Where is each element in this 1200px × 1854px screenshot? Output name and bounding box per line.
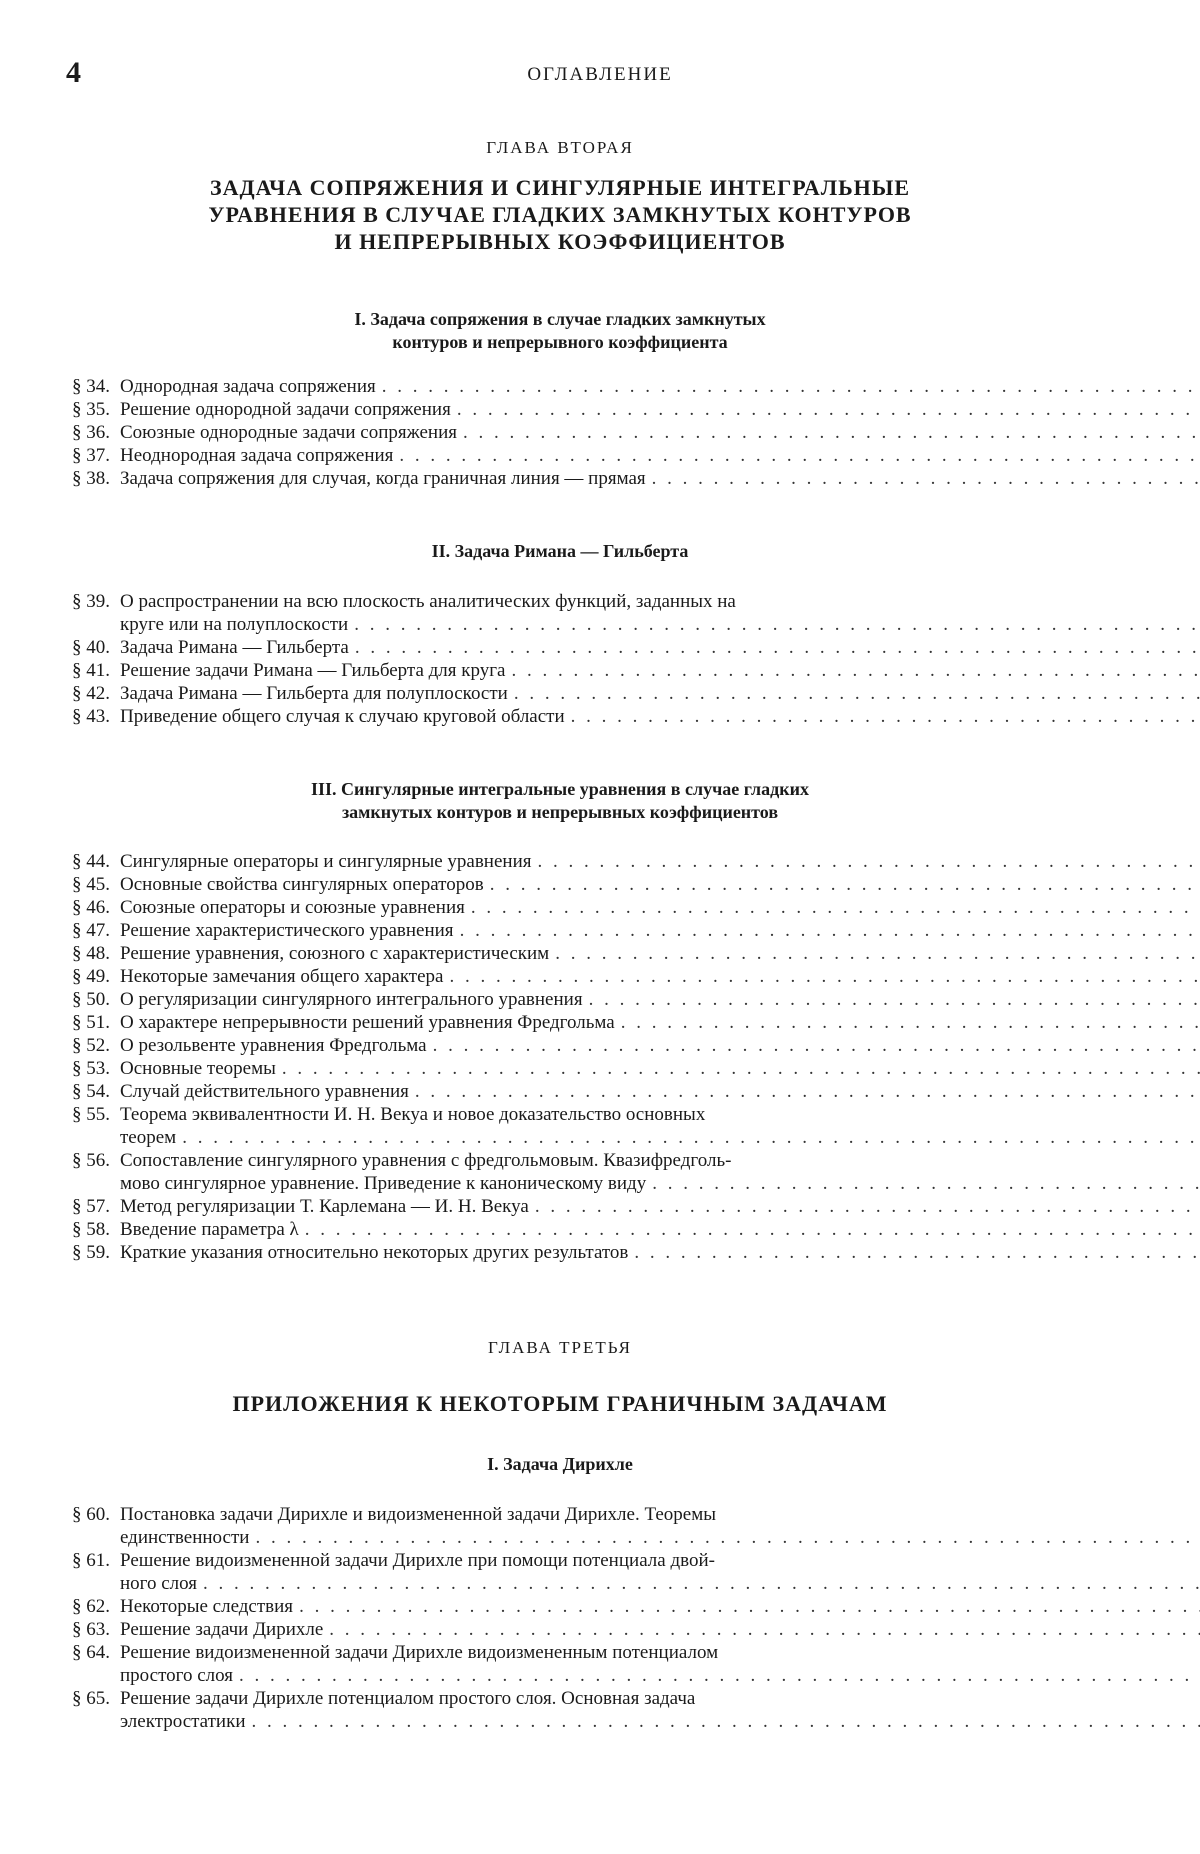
leader-dots xyxy=(634,1241,1200,1264)
leader-dots xyxy=(282,1057,1200,1080)
section-heading-line: I. Задача сопряжения в случае гладких замкнутых xyxy=(60,308,1060,331)
entry-title: Сингулярные операторы и сингулярные уравнения xyxy=(120,850,531,873)
toc-list xyxy=(72,375,1106,490)
toc-entry xyxy=(72,1687,1106,1733)
entry-last-line xyxy=(120,1710,1200,1733)
toc-entry xyxy=(72,1195,1106,1218)
section-number: § 60. xyxy=(72,1503,120,1526)
entry-body xyxy=(120,1057,1200,1080)
entry-title: Решение характеристического уравнения xyxy=(120,919,454,942)
leader-dots xyxy=(555,942,1200,965)
toc-entry xyxy=(72,850,1106,873)
entry-title: О характере непрерывности решений уравнения Фредгольма xyxy=(120,1011,615,1034)
leader-dots xyxy=(239,1664,1200,1687)
entry-last-line xyxy=(120,1195,1200,1218)
entry-body xyxy=(120,1687,1200,1733)
entry-last-line xyxy=(120,919,1200,942)
section-heading xyxy=(60,1453,1060,1476)
entry-body xyxy=(120,636,1200,659)
toc-entry xyxy=(72,896,1106,919)
entry-title: Однородная задача сопряжения xyxy=(120,375,376,398)
section-number: § 41. xyxy=(72,659,120,682)
section-number: § 57. xyxy=(72,1195,120,1218)
running-head: ОГЛАВЛЕНИЕ xyxy=(0,64,1200,86)
section-number: § 45. xyxy=(72,873,120,896)
toc-entry xyxy=(72,1241,1106,1264)
entry-title: теорем xyxy=(120,1126,176,1149)
section-number: § 58. xyxy=(72,1218,120,1241)
entry-title-line: Сопоставление сингулярного уравнения с фредгольмовым. Квазифредголь- xyxy=(120,1149,1200,1172)
chapter-title xyxy=(60,1390,1060,1417)
toc-entry xyxy=(72,1149,1106,1195)
leader-dots xyxy=(399,444,1200,467)
toc-list xyxy=(72,850,1106,1264)
leader-dots xyxy=(457,398,1200,421)
toc-entry xyxy=(72,1011,1106,1034)
entry-title: Решение задачи Римана — Гильберта для круга xyxy=(120,659,505,682)
section-heading-line: II. Задача Римана — Гильберта xyxy=(60,540,1060,563)
entry-title-line: Решение задачи Дирихле потенциалом простого слоя. Основная задача xyxy=(120,1687,1200,1710)
toc-entry xyxy=(72,1549,1106,1595)
leader-dots xyxy=(514,682,1200,705)
toc-page xyxy=(0,0,1200,1854)
entry-title: Приведение общего случая к случаю круговой области xyxy=(120,705,565,728)
entry-last-line xyxy=(120,444,1200,467)
toc-entry xyxy=(72,1218,1106,1241)
section-number: § 51. xyxy=(72,1011,120,1034)
leader-dots xyxy=(305,1218,1200,1241)
toc-entry xyxy=(72,398,1106,421)
entry-body xyxy=(120,590,1200,636)
entry-title: О регуляризации сингулярного интегрального уравнения xyxy=(120,988,583,1011)
entry-last-line xyxy=(120,1241,1200,1264)
toc-entry xyxy=(72,421,1106,444)
leader-dots xyxy=(471,896,1200,919)
leader-dots xyxy=(299,1595,1200,1618)
entry-body xyxy=(120,1641,1200,1687)
chapter-title-line: И НЕПРЕРЫВНЫХ КОЭФФИЦИЕНТОВ xyxy=(60,228,1060,255)
section-number: § 61. xyxy=(72,1549,120,1572)
entry-title: Некоторые следствия xyxy=(120,1595,293,1618)
leader-dots xyxy=(433,1034,1200,1057)
toc-entry xyxy=(72,682,1106,705)
entry-last-line xyxy=(120,1218,1200,1241)
entry-title: Решение задачи Дирихле xyxy=(120,1618,323,1641)
page-header xyxy=(0,56,1200,96)
toc-entry xyxy=(72,590,1106,636)
section-number: § 47. xyxy=(72,919,120,942)
entry-last-line xyxy=(120,1526,1200,1549)
toc-entry xyxy=(72,1080,1106,1103)
entry-title: ного слоя xyxy=(120,1572,197,1595)
entry-last-line xyxy=(120,375,1200,398)
leader-dots xyxy=(589,988,1200,1011)
entry-body xyxy=(120,965,1200,988)
leader-dots xyxy=(490,873,1200,896)
entry-last-line xyxy=(120,705,1200,728)
toc-entry xyxy=(72,1103,1106,1149)
toc-entry xyxy=(72,1641,1106,1687)
section-number: § 65. xyxy=(72,1687,120,1710)
leader-dots xyxy=(203,1572,1200,1595)
entry-last-line xyxy=(120,682,1200,705)
entry-body xyxy=(120,1241,1200,1264)
toc-entry xyxy=(72,1057,1106,1080)
leader-dots xyxy=(652,1172,1200,1195)
entry-body xyxy=(120,1149,1200,1195)
entry-body xyxy=(120,421,1200,444)
section-heading xyxy=(60,308,1060,354)
chapter-title-line: УРАВНЕНИЯ В СЛУЧАЕ ГЛАДКИХ ЗАМКНУТЫХ КОНТУРОВ xyxy=(60,201,1060,228)
toc-entry xyxy=(72,467,1106,490)
section-number: § 37. xyxy=(72,444,120,467)
entry-last-line xyxy=(120,1172,1200,1195)
entry-title: простого слоя xyxy=(120,1664,233,1687)
entry-title: мово сингулярное уравнение. Приведение к каноническому виду xyxy=(120,1172,646,1195)
entry-body xyxy=(120,682,1200,705)
entry-title: Задача Римана — Гильберта xyxy=(120,636,349,659)
entry-body xyxy=(120,1011,1200,1034)
entry-body xyxy=(120,919,1200,942)
chapter-label: ГЛАВА ТРЕТЬЯ xyxy=(60,1338,1060,1358)
section-number: § 43. xyxy=(72,705,120,728)
entry-last-line xyxy=(120,873,1200,896)
entry-last-line xyxy=(120,942,1200,965)
entry-last-line xyxy=(120,896,1200,919)
section-number: § 56. xyxy=(72,1149,120,1172)
section-number: § 64. xyxy=(72,1641,120,1664)
entry-body xyxy=(120,659,1200,682)
entry-body xyxy=(120,375,1200,398)
section-number: § 59. xyxy=(72,1241,120,1264)
entry-title: электростатики xyxy=(120,1710,246,1733)
entry-title: Задача Римана — Гильберта для полуплоскости xyxy=(120,682,508,705)
toc-entry xyxy=(72,988,1106,1011)
entry-last-line xyxy=(120,1080,1200,1103)
section-heading-line: I. Задача Дирихле xyxy=(60,1453,1060,1476)
chapter-3-heading xyxy=(60,1338,1060,1417)
entry-body xyxy=(120,850,1200,873)
section-number: § 48. xyxy=(72,942,120,965)
entry-body xyxy=(120,1595,1200,1618)
leader-dots xyxy=(571,705,1200,728)
entry-body xyxy=(120,1618,1200,1641)
toc-entry xyxy=(72,965,1106,988)
toc-entry xyxy=(72,1503,1106,1549)
section-number: § 39. xyxy=(72,590,120,613)
section-number: § 52. xyxy=(72,1034,120,1057)
leader-dots xyxy=(329,1618,1200,1641)
entry-body xyxy=(120,896,1200,919)
section-heading xyxy=(60,778,1060,824)
entry-title: Неоднородная задача сопряжения xyxy=(120,444,393,467)
leader-dots xyxy=(535,1195,1200,1218)
section-number: § 55. xyxy=(72,1103,120,1126)
entry-last-line xyxy=(120,1011,1200,1034)
entry-body xyxy=(120,988,1200,1011)
chapter-2-heading xyxy=(60,138,1060,255)
entry-last-line xyxy=(120,988,1200,1011)
entry-last-line xyxy=(120,636,1200,659)
entry-last-line xyxy=(120,398,1200,421)
leader-dots xyxy=(354,613,1200,636)
chapter-label: ГЛАВА ВТОРАЯ xyxy=(60,138,1060,158)
chapter-title-line: ПРИЛОЖЕНИЯ К НЕКОТОРЫМ ГРАНИЧНЫМ ЗАДАЧАМ xyxy=(60,1390,1060,1417)
entry-body xyxy=(120,942,1200,965)
entry-title: Основные свойства сингулярных операторов xyxy=(120,873,484,896)
leader-dots xyxy=(449,965,1200,988)
entry-title-line: Постановка задачи Дирихле и видоизмененной задачи Дирихле. Теоремы xyxy=(120,1503,1200,1526)
entry-title: Введение параметра λ xyxy=(120,1218,299,1241)
entry-last-line xyxy=(120,1126,1200,1149)
section-number: § 36. xyxy=(72,421,120,444)
section-number: § 40. xyxy=(72,636,120,659)
entry-last-line xyxy=(120,467,1200,490)
section-heading xyxy=(60,540,1060,563)
entry-body xyxy=(120,705,1200,728)
entry-body xyxy=(120,467,1200,490)
entry-title: Решение однородной задачи сопряжения xyxy=(120,398,451,421)
section-number: § 53. xyxy=(72,1057,120,1080)
entry-last-line xyxy=(120,850,1200,873)
leader-dots xyxy=(255,1526,1200,1549)
leader-dots xyxy=(537,850,1200,873)
section-heading-line: замкнутых контуров и непрерывных коэффициентов xyxy=(60,801,1060,824)
toc-entry xyxy=(72,1595,1106,1618)
toc-list xyxy=(72,1503,1106,1733)
entry-title-line: Решение видоизмененной задачи Дирихле видоизмененным потенциалом xyxy=(120,1641,1200,1664)
entry-body xyxy=(120,1218,1200,1241)
entry-last-line xyxy=(120,1034,1200,1057)
entry-title: Решение уравнения, союзного с характеристическим xyxy=(120,942,549,965)
chapter-title-line: ЗАДАЧА СОПРЯЖЕНИЯ И СИНГУЛЯРНЫЕ ИНТЕГРАЛЬНЫЕ xyxy=(60,174,1060,201)
section-number: § 34. xyxy=(72,375,120,398)
page-number: 4 xyxy=(66,56,81,90)
toc-entry xyxy=(72,1034,1106,1057)
section-number: § 63. xyxy=(72,1618,120,1641)
entry-title-line: О распространении на всю плоскость аналитических функций, заданных на xyxy=(120,590,1200,613)
section-number: § 46. xyxy=(72,896,120,919)
entry-title: Основные теоремы xyxy=(120,1057,276,1080)
leader-dots xyxy=(382,375,1200,398)
entry-title: О резольвенте уравнения Фредгольма xyxy=(120,1034,427,1057)
toc-entry xyxy=(72,919,1106,942)
leader-dots xyxy=(415,1080,1200,1103)
entry-last-line xyxy=(120,421,1200,444)
entry-title: Случай действительного уравнения xyxy=(120,1080,409,1103)
leader-dots xyxy=(355,636,1200,659)
entry-body xyxy=(120,1503,1200,1549)
toc-entry xyxy=(72,1618,1106,1641)
leader-dots xyxy=(182,1126,1200,1149)
section-number: § 38. xyxy=(72,467,120,490)
entry-title: Метод регуляризации Т. Карлемана — И. Н. Векуа xyxy=(120,1195,529,1218)
entry-title: Задача сопряжения для случая, когда граничная линия — прямая xyxy=(120,467,646,490)
entry-body xyxy=(120,444,1200,467)
leader-dots xyxy=(511,659,1200,682)
entry-title-line: Решение видоизмененной задачи Дирихле при помощи потенциала двой- xyxy=(120,1549,1200,1572)
entry-body xyxy=(120,1034,1200,1057)
entry-body xyxy=(120,1195,1200,1218)
toc-entry xyxy=(72,636,1106,659)
leader-dots xyxy=(460,919,1200,942)
entry-last-line xyxy=(120,1595,1200,1618)
entry-last-line xyxy=(120,613,1200,636)
section-number: § 54. xyxy=(72,1080,120,1103)
section-heading-line: контуров и непрерывного коэффициента xyxy=(60,331,1060,354)
entry-body xyxy=(120,873,1200,896)
entry-last-line xyxy=(120,1618,1200,1641)
entry-title: единственности xyxy=(120,1526,249,1549)
leader-dots xyxy=(652,467,1200,490)
section-number: § 50. xyxy=(72,988,120,1011)
entry-title: Краткие указания относительно некоторых других результатов xyxy=(120,1241,628,1264)
chapter-title xyxy=(60,174,1060,255)
toc-entry xyxy=(72,705,1106,728)
entry-title: Союзные операторы и союзные уравнения xyxy=(120,896,465,919)
leader-dots xyxy=(621,1011,1200,1034)
toc-entry xyxy=(72,444,1106,467)
section-number: § 62. xyxy=(72,1595,120,1618)
entry-body xyxy=(120,1080,1200,1103)
entry-last-line xyxy=(120,1057,1200,1080)
section-number: § 44. xyxy=(72,850,120,873)
entry-last-line xyxy=(120,1664,1200,1687)
toc-entry xyxy=(72,375,1106,398)
section-number: § 35. xyxy=(72,398,120,421)
entry-last-line xyxy=(120,965,1200,988)
entry-last-line xyxy=(120,1572,1200,1595)
toc-entry xyxy=(72,659,1106,682)
toc-entry xyxy=(72,873,1106,896)
toc-entry xyxy=(72,942,1106,965)
entry-title: Союзные однородные задачи сопряжения xyxy=(120,421,457,444)
section-number: § 42. xyxy=(72,682,120,705)
entry-title: круге или на полуплоскости xyxy=(120,613,348,636)
entry-body xyxy=(120,1103,1200,1149)
toc-list xyxy=(72,590,1106,728)
leader-dots xyxy=(252,1710,1200,1733)
entry-title: Некоторые замечания общего характера xyxy=(120,965,443,988)
entry-title-line: Теорема эквивалентности И. Н. Векуа и новое доказательство основных xyxy=(120,1103,1200,1126)
entry-body xyxy=(120,398,1200,421)
leader-dots xyxy=(463,421,1200,444)
entry-body xyxy=(120,1549,1200,1595)
section-number: § 49. xyxy=(72,965,120,988)
section-heading-line: III. Сингулярные интегральные уравнения в случае гладких xyxy=(60,778,1060,801)
entry-last-line xyxy=(120,659,1200,682)
